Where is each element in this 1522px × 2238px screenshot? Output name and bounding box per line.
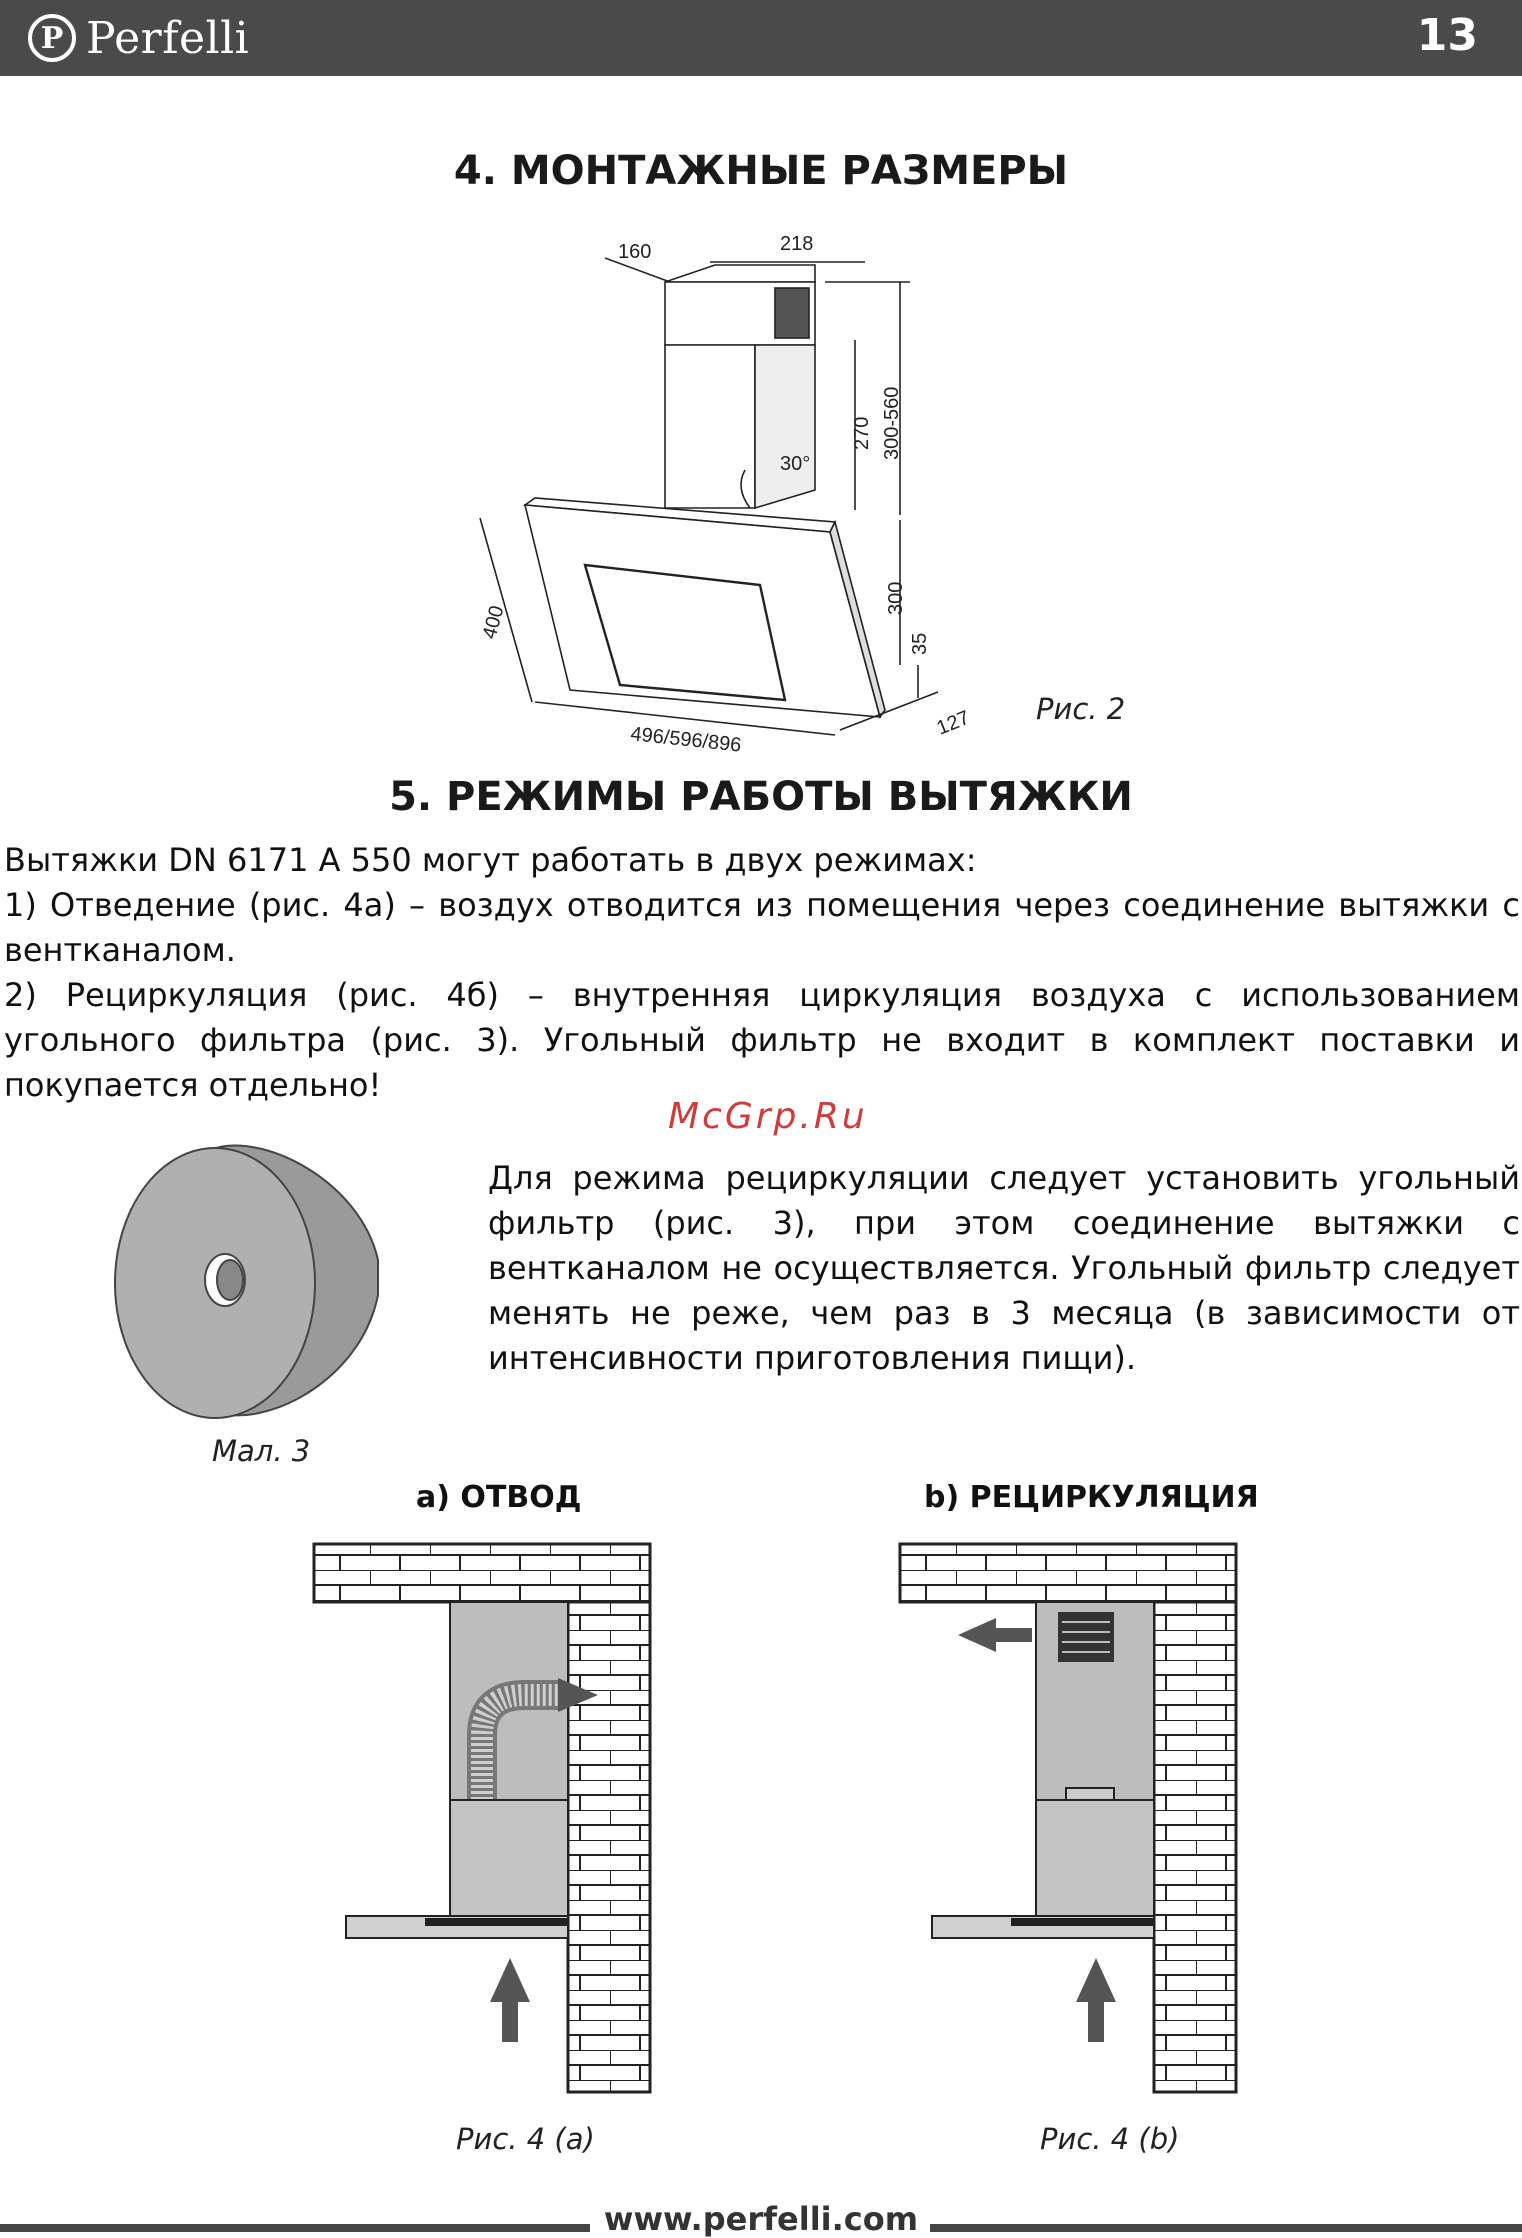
- page-header: [0, 0, 1522, 76]
- dim-angle: 30°: [780, 453, 811, 475]
- modes-intro: Вытяжки DN 6171 A 550 могут работать в двух режимах:: [4, 841, 977, 879]
- brand-name: Perfelli: [86, 12, 250, 64]
- exhaust-mode-diagram: [310, 1540, 660, 2100]
- dim-offset: 35: [909, 632, 931, 655]
- dim-top-width: 218: [780, 233, 814, 255]
- dim-right-height: 300: [885, 581, 907, 615]
- figure-4b-caption: Рис. 4 (b): [1040, 2122, 1180, 2156]
- dim-top-depth: 160: [618, 241, 652, 263]
- page-number: 13: [1416, 10, 1478, 61]
- dim-chimney-range: 300-560: [881, 386, 903, 460]
- recirculation-mode-diagram: [896, 1540, 1246, 2100]
- dim-depth: 127: [933, 706, 973, 740]
- mode-recirculation-description: 2) Рециркуляция (рис. 4б) – внутренняя циркуляция воздуха с использованием угольного фильтра (рис. 3). Угольный фильтр не входит в комплект поставки и покупается отдельно!: [4, 976, 1520, 1104]
- footer-website-link[interactable]: www.perfelli.com: [603, 2200, 919, 2238]
- perfelli-logo-icon: P: [28, 14, 76, 62]
- dim-chimney-lower: 270: [851, 416, 873, 450]
- section-5-title: 5. РЕЖИМЫ РАБОТЫ ВЫТЯЖКИ: [389, 774, 1133, 820]
- mode-a-title: a) ОТВОД: [416, 1480, 582, 1515]
- figure-4a-caption: Рис. 4 (a): [456, 2122, 595, 2156]
- dim-width: 496/596/896: [629, 723, 743, 757]
- dim-body-height: 400: [478, 603, 509, 642]
- modes-description: [4, 838, 1520, 1108]
- mode-exhaust-description: 1) Отведение (рис. 4а) – воздух отводится из помещения через соединение вытяжки с вентканалом.: [4, 886, 1520, 969]
- brand-logo: [28, 8, 249, 68]
- figure-2-caption: Рис. 2: [1036, 692, 1126, 726]
- watermark: McGrp.Ru: [668, 1096, 868, 1137]
- section-4-title: 4. МОНТАЖНЫЕ РАЗМЕРЫ: [453, 148, 1069, 194]
- carbon-filter-illustration: [100, 1120, 400, 1430]
- mode-b-title: b) РЕЦИРКУЛЯЦИЯ: [924, 1480, 1259, 1515]
- mounting-dimensions-diagram: [440, 220, 1080, 760]
- figure-3-caption: Мал. 3: [212, 1434, 311, 1468]
- filter-instructions: Для режима рециркуляции следует установить угольный фильтр (рис. 3), при этом соединение вытяжки с вентканалом не осуществляется. Угольный фильтр следует менять не реже, чем раз в 3 месяца (в зависимости от интенсивности приготовления пищи).: [488, 1159, 1520, 1377]
